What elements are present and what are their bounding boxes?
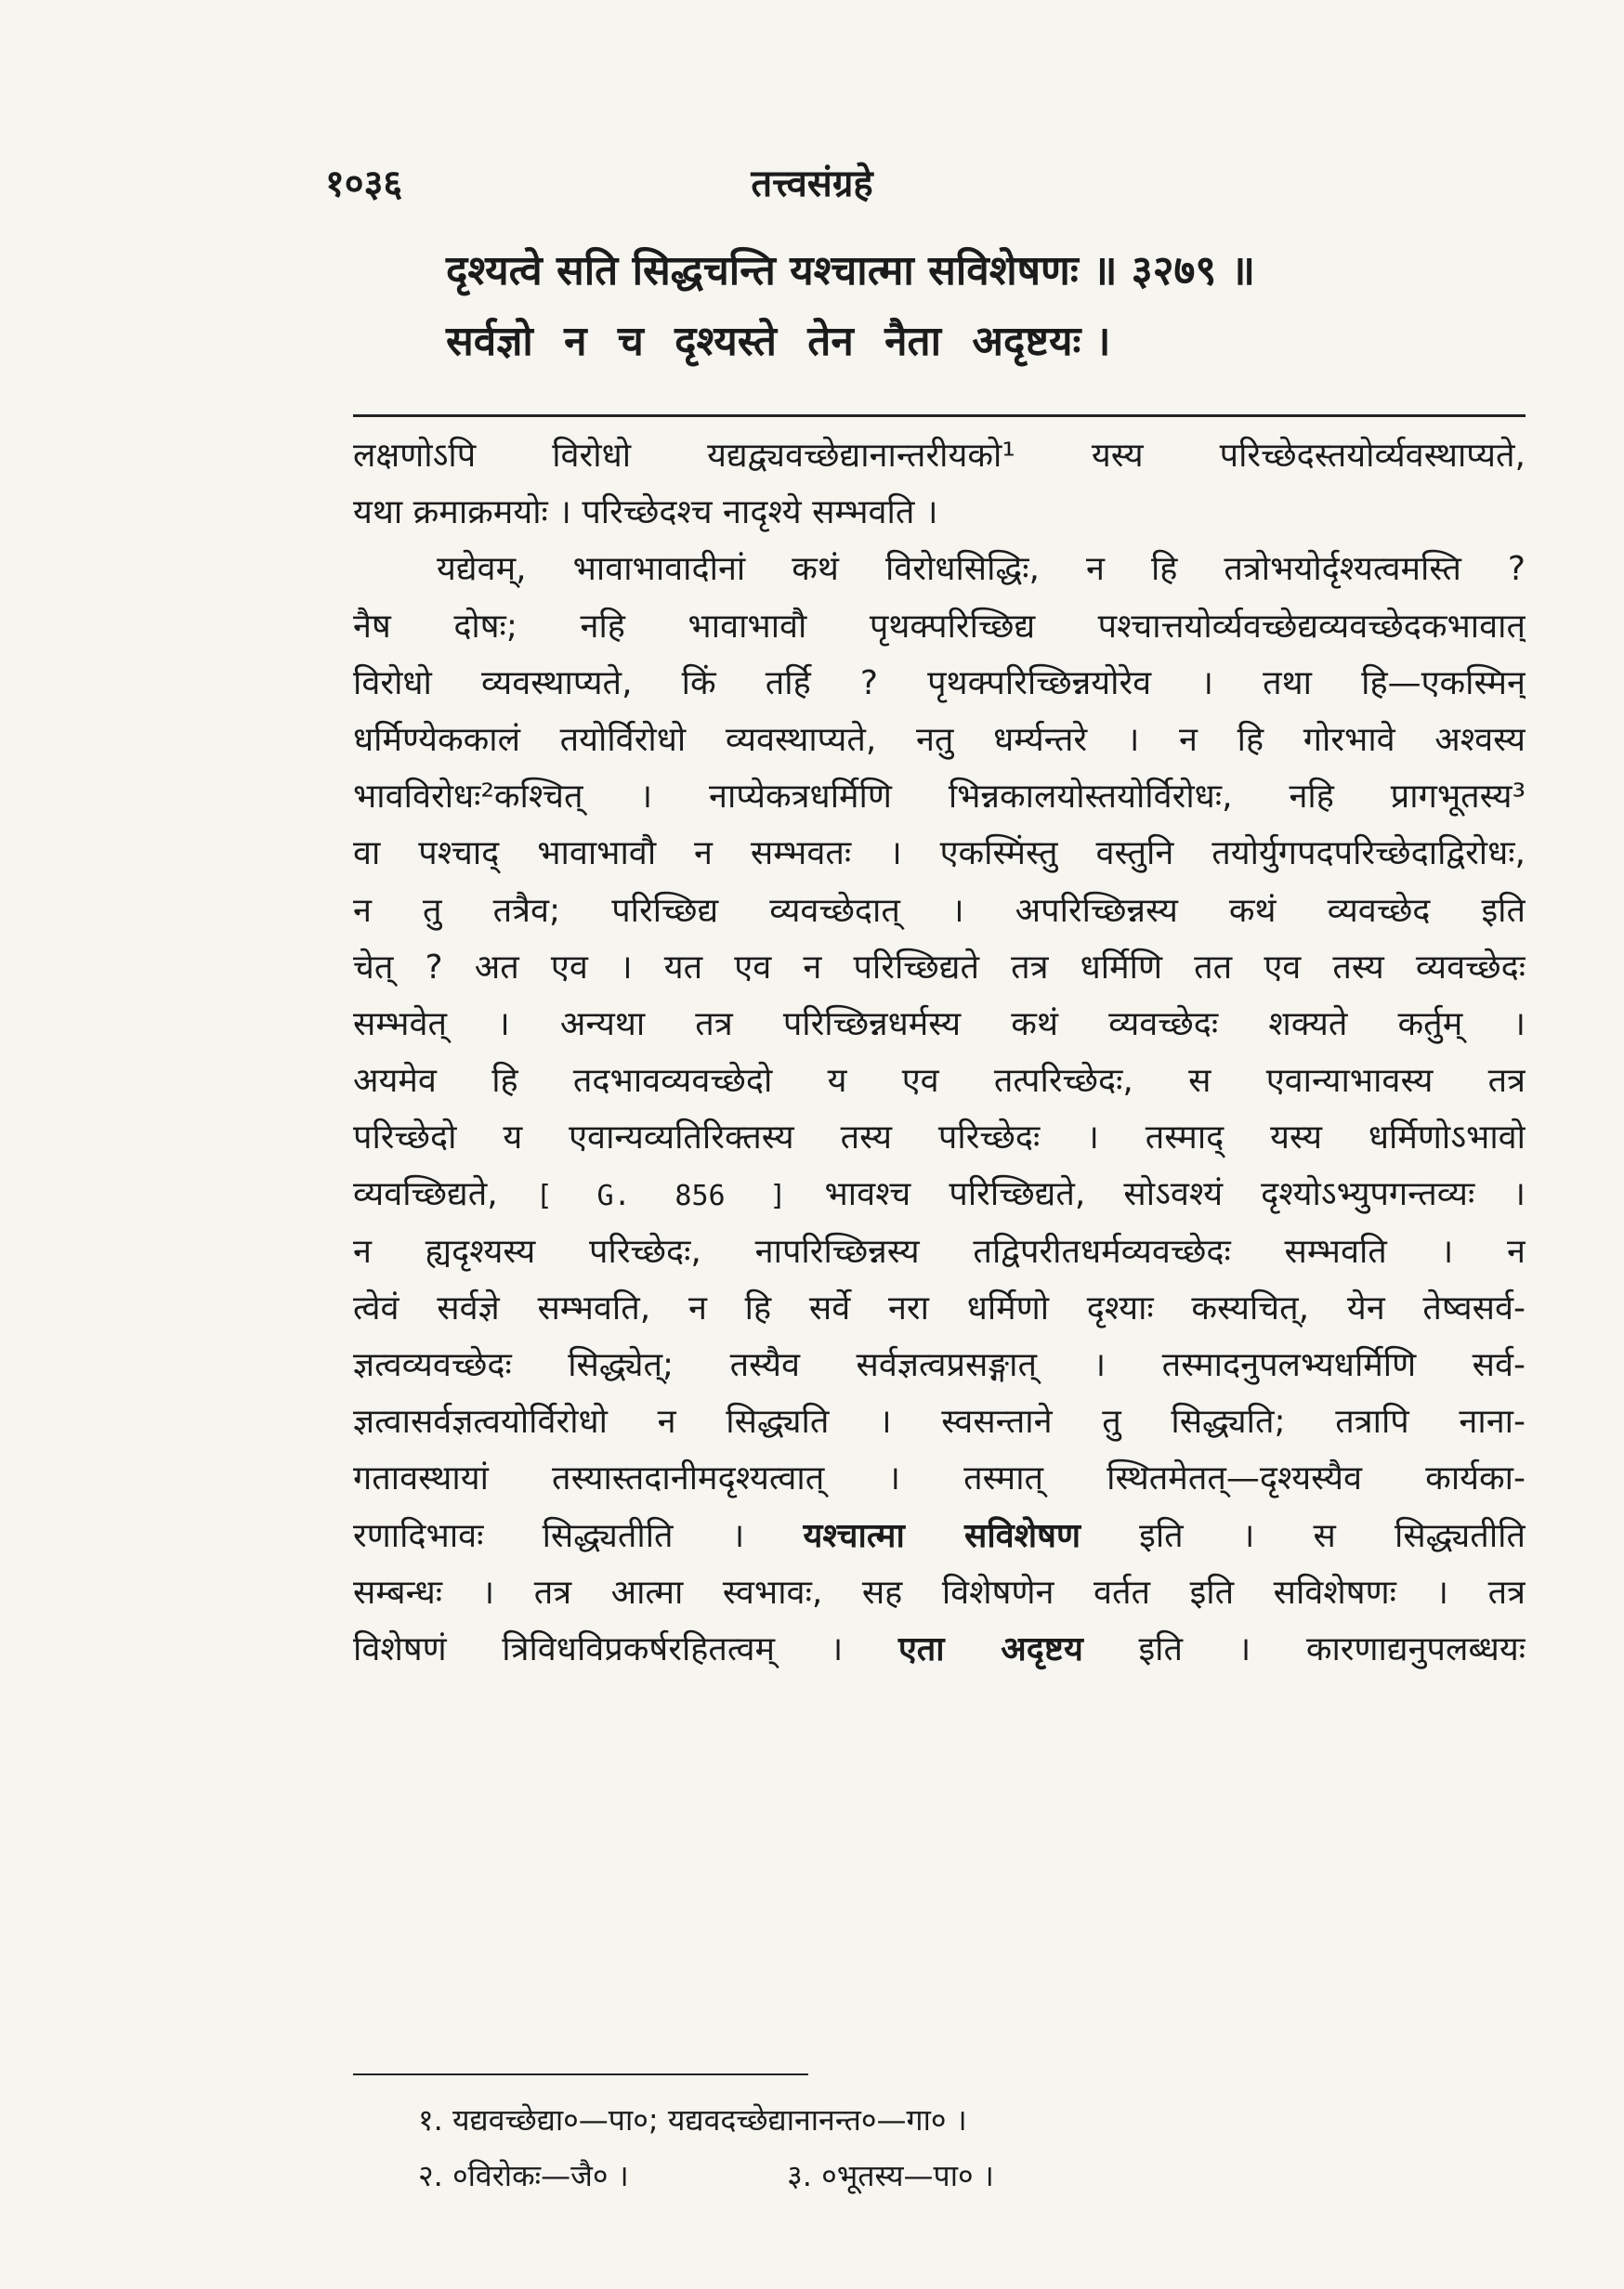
verse-word: न — [564, 318, 587, 365]
verse-word: सर्वज्ञो — [446, 318, 533, 365]
verse-word: तेन — [807, 318, 854, 365]
line-text: रणादिभावः सिद्ध्यतीति । — [353, 1516, 745, 1555]
commentary-line: ज्ञत्वव्यवच्छेदः सिद्ध्येत्; तस्यैव सर्वज्ञत्वप्रसङ्गात् । तस्मादनुपलभ्यधर्मिणि सर्व- — [353, 1346, 1526, 1384]
line-text: विशेषणं त्रिविधविप्रकर्षरहितत्वम् । — [353, 1629, 844, 1668]
commentary-line: यथा क्रमाक्रमयोः । परिच्छेदश्च नादृश्ये सम्भवति । — [353, 493, 938, 532]
quoted-phrase: एता अदृष्टय — [897, 1629, 1083, 1668]
commentary-line: न ह्यदृश्यस्य परिच्छेदः, नापरिच्छिन्नस्य तद्विपरीतधर्मव्यवच्छेदः सम्भवति । न — [353, 1232, 1526, 1271]
page-header — [0, 156, 1624, 212]
commentary-line: चेत् ? अत एव । यत एव न परिच्छिद्यते तत्र धर्मिणि तत एव तस्य व्यवच्छेदः — [353, 948, 1526, 987]
footnote-divider — [353, 2073, 808, 2075]
commentary-line — [353, 1166, 1526, 1223]
page-reference: [ G. 856 ] — [535, 1180, 787, 1213]
commentary-line: धर्मिण्येककालं तयोर्विरोधो व्यवस्थाप्यते, नतु धर्म्यन्तरे । न हि गोरभावे अश्वस्य — [353, 720, 1526, 759]
commentary — [353, 427, 1526, 1678]
commentary-line: विरोधो व्यवस्थाप्यते, किं तर्हि ? पृथक्परिच्छिन्नयोरेव । तथा हि—एकस्मिन् — [353, 663, 1526, 702]
commentary-line — [353, 1621, 1526, 1678]
verse-word: नैता — [884, 318, 942, 365]
commentary-line: ज्ञत्वासर्वज्ञत्वयोर्विरोधो न सिद्ध्यति । स्वसन्ताने तु सिद्ध्यति; तत्रापि नाना- — [353, 1403, 1526, 1442]
commentary-line: परिच्छेदो य एवान्यव्यतिरिक्तस्य तस्य परिच्छेदः । तस्माद् यस्य धर्मिणोऽभावो — [353, 1118, 1526, 1158]
footnotes — [418, 2092, 1514, 2204]
line-text: भावश्च परिच्छिद्यते, सोऽवश्यं दृश्योऽभ्युपगन्तव्यः । — [824, 1175, 1526, 1214]
commentary-line: लक्षणोऽपि विरोधो यद्यद्व्यवच्छेद्यानान्तरीयको¹ यस्य परिच्छेदस्तयोर्व्यवस्थाप्यते, — [353, 437, 1526, 475]
commentary-line: अयमेव हि तदभावव्यवच्छेदो य एव तत्परिच्छेदः, स एवान्याभावस्य तत्र — [353, 1062, 1526, 1101]
quoted-phrase: यश्चात्मा सविशेषण — [803, 1516, 1080, 1555]
verse-word: दृश्यस्ते — [674, 318, 777, 365]
running-title: तत्त्वसंग्रहे — [751, 163, 873, 205]
verse-divider — [353, 414, 1526, 417]
page-number: १०३६ — [325, 163, 403, 205]
commentary-line: सम्बन्धः । तत्र आत्मा स्वभावः, सह विशेषणेन वर्तत इति सविशेषणः । तत्र — [353, 1573, 1526, 1612]
footnote-1: १. यद्यवच्छेद्या०—पा०; यद्यवदच्छेद्यानानन्त०—गा० । — [418, 2102, 967, 2138]
verse-word: अदृष्टयः । — [972, 318, 1111, 365]
verse-word: च — [617, 318, 644, 365]
footnote-2: २. ०विरोकः—जै० । — [418, 2158, 629, 2193]
commentary-line: नैष दोषः; नहि भावाभावौ पृथक्परिच्छिद्य पश्चात्तयोर्व्यवच्छेद्यव्यवच्छेदकभावात् — [353, 607, 1526, 646]
commentary-line: न तु तत्रैव; परिच्छिद्य व्यवच्छेदात् । अपरिच्छिन्नस्य कथं व्यवच्छेद इति — [353, 891, 1526, 930]
verse-line-2 — [446, 314, 1542, 370]
commentary-line — [353, 1508, 1526, 1564]
line-text: इति । कारणाद्यनुपलब्धयः — [1138, 1629, 1526, 1668]
commentary-line: सम्भवेत् । अन्यथा तत्र परिच्छिन्नधर्मस्य कथं व्यवच्छेदः शक्यते कर्तुम् । — [353, 1004, 1526, 1043]
commentary-line: त्वेवं सर्वज्ञे सम्भवति, न हि सर्वे नरा धर्मिणो दृश्याः कस्यचित्, येन तेष्वसर्व- — [353, 1288, 1526, 1328]
line-text: इति । स सिद्ध्यतीति — [1139, 1516, 1526, 1555]
commentary-line: भावविरोधः²कश्चित् । नाप्येकत्रधर्मिणि भिन्नकालयोस्तयोर्विरोधः, नहि प्रागभूतस्य³ — [353, 778, 1526, 817]
commentary-line: यद्येवम्, भावाभावादीनां कथं विरोधसिद्धिः, न हि तत्रोभयोर्दृश्यत्वमस्ति ? — [437, 550, 1526, 589]
footnote-row-2 — [418, 2148, 1514, 2204]
line-text: व्यवच्छिद्यते, — [353, 1175, 498, 1214]
verse-line-1: दृश्यत्वे सति सिद्धचन्ति यश्चात्मा सविशेषणः ॥ ३२७९ ॥ — [446, 247, 1255, 294]
footnote-3: ३. ०भूतस्य—पा० । — [787, 2158, 994, 2193]
commentary-line: वा पश्चाद् भावाभावौ न सम्भवतः । एकस्मिंस्तु वस्तुनि तयोर्युगपदपरिच्छेदाद्विरोधः, — [353, 834, 1526, 873]
commentary-line: गतावस्थायां तस्यास्तदानीमदृश्यत्वात् । तस्मात् स्थितमेतत्—दृश्यस्यैव कार्यका- — [353, 1459, 1526, 1498]
